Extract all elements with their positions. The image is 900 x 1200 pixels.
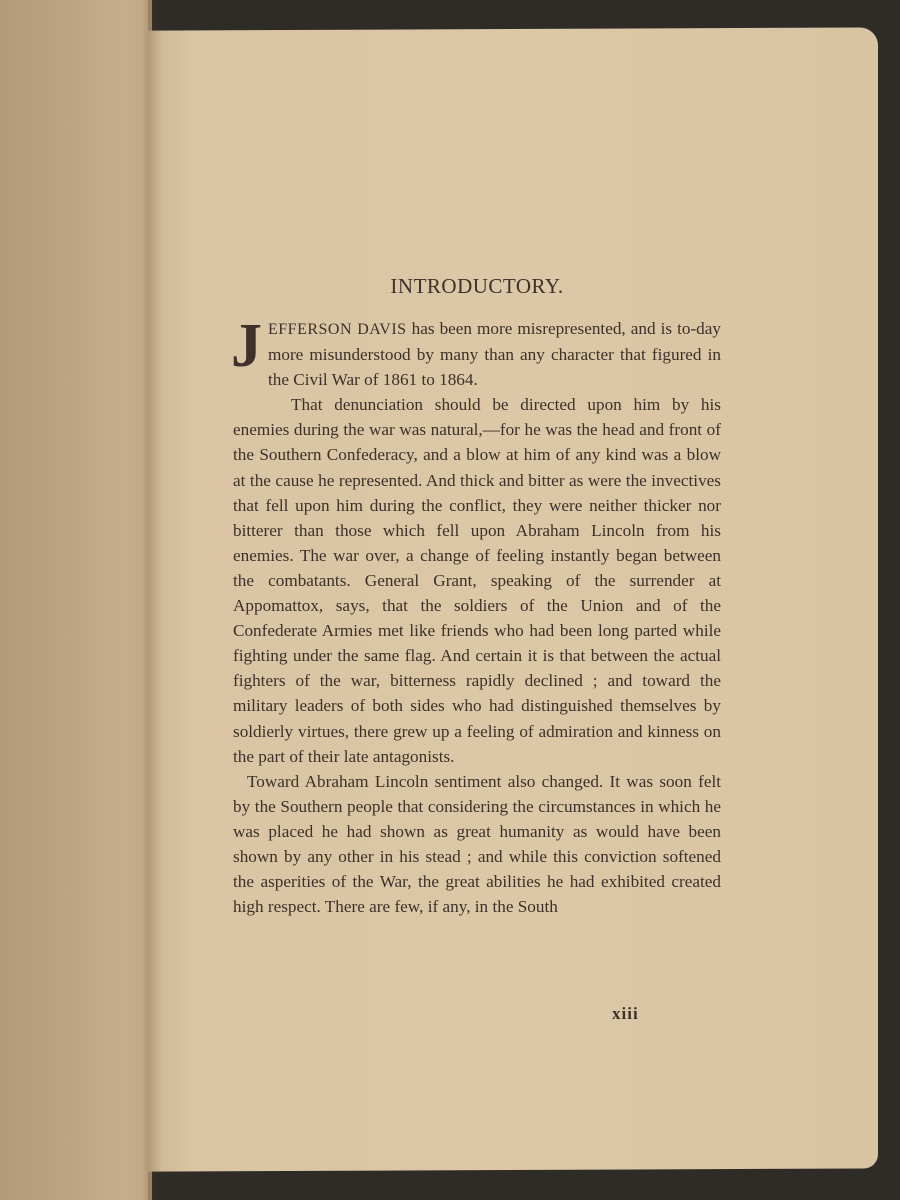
paragraph-3: Toward Abraham Lincoln sentiment also changed. It was soon felt by the Southern people that considering the circumstances in which he was placed he had shown as great humanity as would have been shown by any other in his stead ; and while this conviction softened the asperities of the War, the great abilities he had exhibited created high respect. There are few, if any, in the South [233,771,721,917]
gutter-shadow [148,0,162,1200]
left-page [0,0,152,1200]
page-number: xiii [612,1004,639,1023]
drop-cap: J [231,312,262,380]
chapter-title: INTRODUCTORY. [390,274,564,298]
paragraph-2: That denunciation should be directed upon him by his enemies during the war was natural,—for he was the head and front of the Southern Confederacy, and a blow at him of any kind was a blow at the cause he represented. And thick and bitter as were the invectives that fell upon him during the conflict, they were neither thicker nor bitterer than those which fell upon Abraham Lincoln from his enemies. The war over, a change of feeling instantly began between the combatants. General Grant, speaking of the surrender at Appomattox, says, that the soldiers of the Union and of the Confederate Armies met like friends who had been long parted while fighting under the same flag. And certain it is that between the actual fighters of the war, bitterness rapidly declined ; and toward the military leaders of both sides who had distinguished themselves by soldierly virtues, there grew up a feeling of admiration and kinness on the part of their late antagonists. [233,395,721,766]
paragraph-1 [231,312,721,392]
lead-smallcaps: EFFERSON DAVIS [268,321,407,338]
paragraph-1-text: has been more misrepresented, and is to-day more misunderstood by many than any character that figured in the Civil War of 1861 to 1864. [268,319,721,390]
page-text [233,272,721,919]
